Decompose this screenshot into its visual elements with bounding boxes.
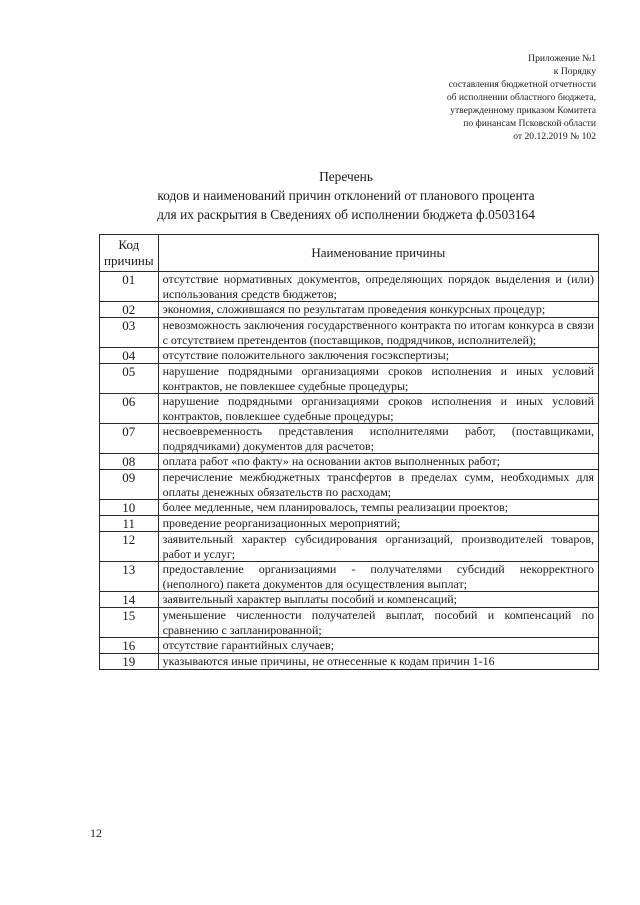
- title-line: Перечень: [319, 169, 373, 184]
- title-line: кодов и наименований причин отклонений от планового процента: [157, 188, 535, 203]
- document-title: [96, 167, 596, 224]
- table-row: [100, 592, 599, 608]
- reason-code: 15: [100, 608, 159, 638]
- reason-code: 14: [100, 592, 159, 608]
- table-row: [100, 348, 599, 364]
- reason-code: 19: [100, 654, 159, 670]
- table-row: [100, 470, 599, 500]
- table-row: [100, 608, 599, 638]
- annex-line: составления бюджетной отчетности: [448, 79, 596, 90]
- reason-name: указываются иные причины, не отнесенные к кодам причин 1-16: [158, 654, 598, 670]
- reason-code: 03: [100, 318, 159, 348]
- annex-line: по финансам Псковской области: [463, 118, 596, 129]
- reason-name: заявительный характер выплаты пособий и компенсаций;: [158, 592, 598, 608]
- reason-name: нарушение подрядными организациями сроков исполнения и иных условий контрактов, повлекшее судебные процедуры;: [158, 394, 598, 424]
- reason-code: 06: [100, 394, 159, 424]
- reason-name: проведение реорганизационных мероприятий;: [158, 516, 598, 532]
- reason-name: отсутствие нормативных документов, определяющих порядок выделения и (или) использования средств бюджетов;: [158, 272, 598, 302]
- title-line: для их раскрытия в Сведениях об исполнении бюджета ф.0503164: [157, 207, 535, 222]
- reason-name: нарушение подрядными организациями сроков исполнения и иных условий контрактов, не повлекшее судебные процедуры;: [158, 364, 598, 394]
- table-row: [100, 562, 599, 592]
- table-row: [100, 302, 599, 318]
- reason-code: 13: [100, 562, 159, 592]
- header-code: Код причины: [100, 235, 159, 272]
- reason-name: оплата работ «по факту» на основании актов выполненных работ;: [158, 454, 598, 470]
- reason-name: заявительный характер субсидирования организаций, производителей товаров, работ и услуг;: [158, 532, 598, 562]
- reason-code: 05: [100, 364, 159, 394]
- reason-name: невозможность заключения государственного контракта по итогам конкурса в связи с отсутствием претендентов (поставщиков, подрядчиков, исполнителей);: [158, 318, 598, 348]
- table-row: [100, 500, 599, 516]
- table-row: [100, 424, 599, 454]
- reason-code: 11: [100, 516, 159, 532]
- annex-line: Приложение №1: [528, 53, 596, 64]
- annex-line: к Порядку: [553, 66, 596, 77]
- header-name: Наименование причины: [158, 235, 598, 272]
- table-row: [100, 516, 599, 532]
- table-row: [100, 364, 599, 394]
- reason-code: 07: [100, 424, 159, 454]
- table-row: [100, 318, 599, 348]
- table-row: [100, 272, 599, 302]
- table-row: [100, 532, 599, 562]
- table-row: [100, 394, 599, 424]
- reason-code: 12: [100, 532, 159, 562]
- annex-line: об исполнении областного бюджета,: [446, 92, 596, 103]
- reason-name: предоставление организациями - получателями субсидий некорректного (неполного) пакета документов для осуществления выплат;: [158, 562, 598, 592]
- reason-name: перечисление межбюджетных трансфертов в пределах сумм, необходимых для оплаты денежных обязательств по расходам;: [158, 470, 598, 500]
- reason-code: 01: [100, 272, 159, 302]
- reason-code: 04: [100, 348, 159, 364]
- table-row: [100, 638, 599, 654]
- annex-line: утвержденному приказом Комитета: [450, 105, 596, 116]
- annex-reference: [356, 52, 596, 143]
- reason-code: 09: [100, 470, 159, 500]
- reasons-table: [99, 234, 599, 670]
- table-row: [100, 654, 599, 670]
- reason-name: экономия, сложившаяся по результатам проведения конкурсных процедур;: [158, 302, 598, 318]
- reason-name: несвоевременность представления исполнителями работ, (поставщиками, подрядчиками) документов для расчетов;: [158, 424, 598, 454]
- table-body: [100, 272, 599, 670]
- reason-code: 10: [100, 500, 159, 516]
- reason-name: уменьшение численности получателей выплат, пособий и компенсаций по сравнению с запланированной;: [158, 608, 598, 638]
- annex-line: от 20.12.2019 № 102: [513, 131, 596, 142]
- reason-name: отсутствие положительного заключения госэкспертизы;: [158, 348, 598, 364]
- table-header-row: [100, 235, 599, 272]
- reason-code: 02: [100, 302, 159, 318]
- reason-code: 16: [100, 638, 159, 654]
- reason-name: более медленные, чем планировалось, темпы реализации проектов;: [158, 500, 598, 516]
- reason-code: 08: [100, 454, 159, 470]
- table-row: [100, 454, 599, 470]
- page-number: 12: [90, 826, 102, 840]
- reason-name: отсутствие гарантийных случаев;: [158, 638, 598, 654]
